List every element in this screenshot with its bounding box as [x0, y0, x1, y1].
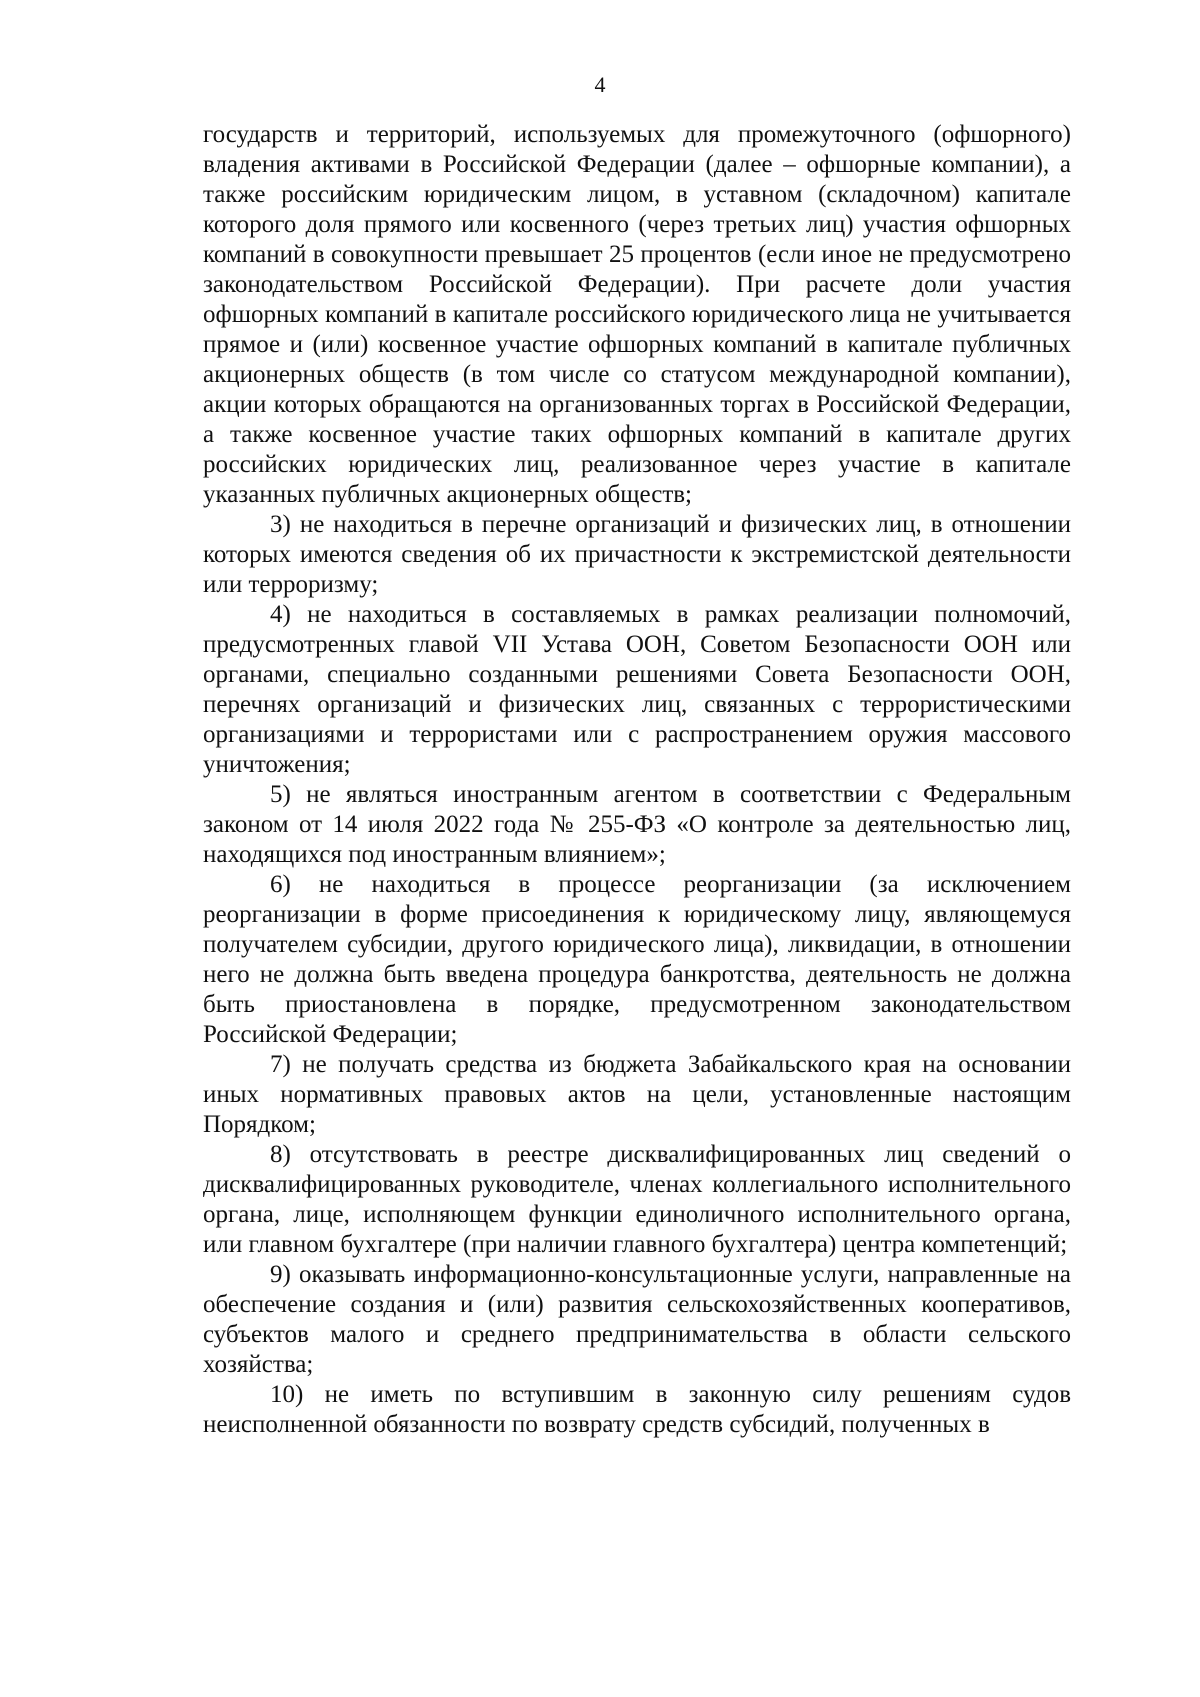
paragraph-item-9: 9) оказывать информационно-консультационные услуги, направленные на обеспечение создания и (или) развития сельскохозяйственных кооперативов, субъектов малого и среднего предпринимательства в области сельского хозяйства;	[203, 1261, 1071, 1378]
paragraph-item-7: 7) не получать средства из бюджета Забайкальского края на основании иных нормативных правовых актов на цели, установленные настоящим Порядком;	[203, 1051, 1071, 1138]
paragraph-offshore-continuation: государств и территорий, используемых для промежуточного (офшорного) владения активами в Российской Федерации (далее – офшорные компании), а также российским юридическим лицом, в уставном (складочном) капитале которого доля прямого или косвенного (через третьих лиц) участия офшорных компаний в совокупности превышает 25 процентов (если иное не предусмотрено законодательством Российской Федерации). При расчете доли участия офшорных компаний в капитале российского юридического лица не учитывается прямое и (или) косвенное участие офшорных компаний в капитале публичных акционерных обществ (в том числе со статусом международной компании), акции которых обращаются на организованных торгах в Российской Федерации, а также косвенное участие таких офшорных компаний в капитале других российских юридических лиц, реализованное через участие в капитале указанных публичных акционерных обществ;	[203, 121, 1071, 508]
page-number: 4	[594, 72, 606, 97]
paragraph-item-4: 4) не находиться в составляемых в рамках реализации полномочий, предусмотренных главой VII Устава ООН, Советом Безопасности ООН или органами, специально созданными решениями Совета Безопасности ООН, перечнях организаций и физических лиц, связанных с террористическими организациями и террористами или с распространением оружия массового уничтожения;	[203, 601, 1071, 778]
document-body	[203, 120, 1071, 1440]
paragraph-item-3: 3) не находиться в перечне организаций и физических лиц, в отношении которых имеются сведения об их причастности к экстремистской деятельности или терроризму;	[203, 511, 1071, 598]
paragraph-item-10: 10) не иметь по вступившим в законную силу решениям судов неисполненной обязанности по возврату средств субсидий, полученных в	[203, 1381, 1071, 1438]
paragraph-item-6: 6) не находиться в процессе реорганизации (за исключением реорганизации в форме присоединения к юридическому лицу, являющемуся получателем субсидии, другого юридического лица), ликвидации, в отношении него не должна быть введена процедура банкротства, деятельность не должна быть приостановлена в порядке, предусмотренном законодательством Российской Федерации;	[203, 871, 1071, 1048]
paragraph-item-8: 8) отсутствовать в реестре дисквалифицированных лиц сведений о дисквалифицированных руководителе, членах коллегиального исполнительного органа, лице, исполняющем функции единоличного исполнительного органа, или главном бухгалтере (при наличии главного бухгалтера) центра компетенций;	[203, 1141, 1071, 1258]
paragraph-item-5: 5) не являться иностранным агентом в соответствии с Федеральным законом от 14 июля 2022 года № 255-ФЗ «О контроле за деятельностью лиц, находящихся под иностранным влиянием»;	[203, 781, 1071, 868]
